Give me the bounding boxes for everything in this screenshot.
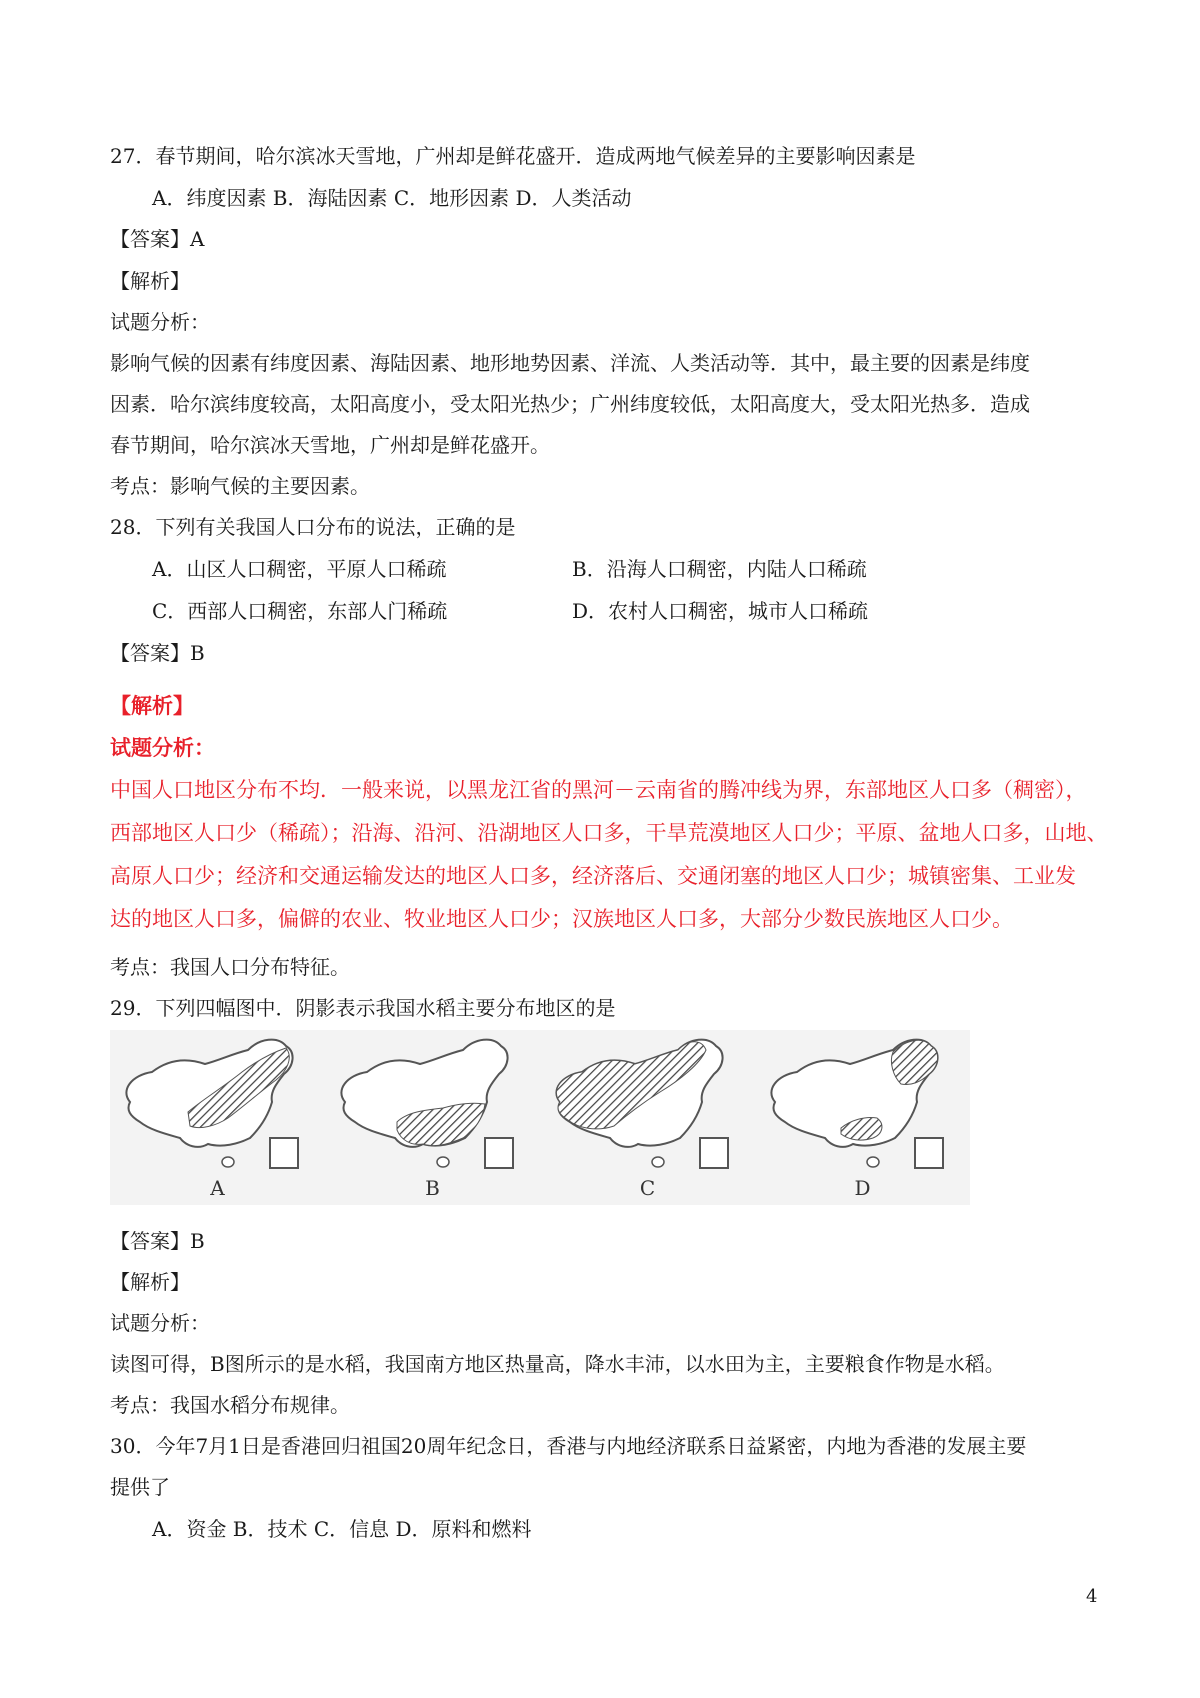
q28-analysis-sub: 试题分析：: [110, 736, 215, 760]
q28-option-a: A．山区人口稠密，平原人口稀疏: [152, 557, 447, 581]
q28-analysis-line: 达的地区人口多，偏僻的农业、牧业地区人口少；汉族地区人口多，大部分少数民族地区人口少。: [110, 907, 1013, 931]
q28-answer: 【答案】B: [110, 641, 205, 665]
q28-option-b: B．沿海人口稠密，内陆人口稀疏: [572, 557, 867, 581]
china-map-b-image: [325, 1030, 540, 1180]
q27-answer: 【答案】A: [110, 227, 205, 251]
q27-question: 27．春节期间，哈尔滨冰天雪地，广州却是鲜花盛开．造成两地气候差异的主要影响因素是: [110, 144, 916, 168]
q28-analysis-line: 西部地区人口少（稀疏）；沿海、沿河、沿湖地区人口多，干旱荒漠地区人口少；平原、盆地人口多，山地、: [110, 821, 1108, 845]
china-map-a-image: [110, 1030, 325, 1180]
q30-question-line1: 30．今年7月1日是香港回归祖国20周年纪念日，香港与内地经济联系日益紧密，内地为香港的发展主要: [110, 1434, 1027, 1458]
q27-point: 考点：影响气候的主要因素。: [110, 474, 370, 498]
map-b: [325, 1030, 540, 1205]
q27-analysis-line: 春节期间，哈尔滨冰天雪地，广州却是鲜花盛开。: [110, 433, 550, 457]
q29-answer: 【答案】B: [110, 1229, 205, 1253]
map-label-d: D: [854, 1176, 871, 1200]
q30-question-line2: 提供了: [110, 1475, 170, 1499]
q27-analysis-title: 【解析】: [110, 269, 190, 293]
q28-point: 考点：我国人口分布特征。: [110, 955, 350, 979]
map-label-c: C: [639, 1176, 656, 1200]
page-number: 4: [1086, 1586, 1098, 1607]
q29-point: 考点：我国水稻分布规律。: [110, 1393, 350, 1417]
q27-analysis-line: 影响气候的因素有纬度因素、海陆因素、地形地势因素、洋流、人类活动等．其中，最主要的因素是纬度: [110, 351, 1030, 375]
map-c: [540, 1030, 755, 1205]
q28-analysis-title: 【解析】: [110, 694, 194, 718]
map-label-a: A: [210, 1176, 225, 1200]
q28-question: 28．下列有关我国人口分布的说法，正确的是: [110, 515, 516, 539]
q29-analysis-line: 读图可得，B图所示的是水稻，我国南方地区热量高，降水丰沛，以水田为主，主要粮食作物是水稻。: [110, 1352, 1005, 1376]
q30-options: A．资金 B．技术 C．信息 D．原料和燃料: [152, 1517, 532, 1541]
q27-analysis-sub: 试题分析：: [110, 310, 210, 334]
map-a: [110, 1030, 325, 1205]
q29-analysis-sub: 试题分析：: [110, 1311, 210, 1335]
q27-options: A．纬度因素 B．海陆因素 C．地形因素 D．人类活动: [152, 186, 632, 210]
map-d: [755, 1030, 970, 1205]
china-map-d-image: [755, 1030, 970, 1180]
q28-analysis-line: 高原人口少；经济和交通运输发达的地区人口多，经济落后、交通闭塞的地区人口少；城镇密集、工业发: [110, 864, 1076, 888]
map-label-b: B: [425, 1176, 440, 1200]
q27-analysis-line: 因素．哈尔滨纬度较高，太阳高度小，受太阳光热少；广州纬度较低，太阳高度大，受太阳光热多．造成: [110, 392, 1030, 416]
china-map-c-image: [540, 1030, 755, 1180]
q28-option-c: C．西部人口稠密，东部人门稀疏: [152, 599, 448, 623]
q28-analysis-line: 中国人口地区分布不均．一般来说，以黑龙江省的黑河－云南省的腾冲线为界，东部地区人口多（稠密），: [110, 778, 1087, 802]
q29-question: 29．下列四幅图中．阴影表示我国水稻主要分布地区的是: [110, 996, 616, 1020]
q28-option-d: D．农村人口稠密，城市人口稀疏: [572, 599, 869, 623]
rice-distribution-maps: [110, 1030, 970, 1205]
q29-analysis-title: 【解析】: [110, 1270, 190, 1294]
